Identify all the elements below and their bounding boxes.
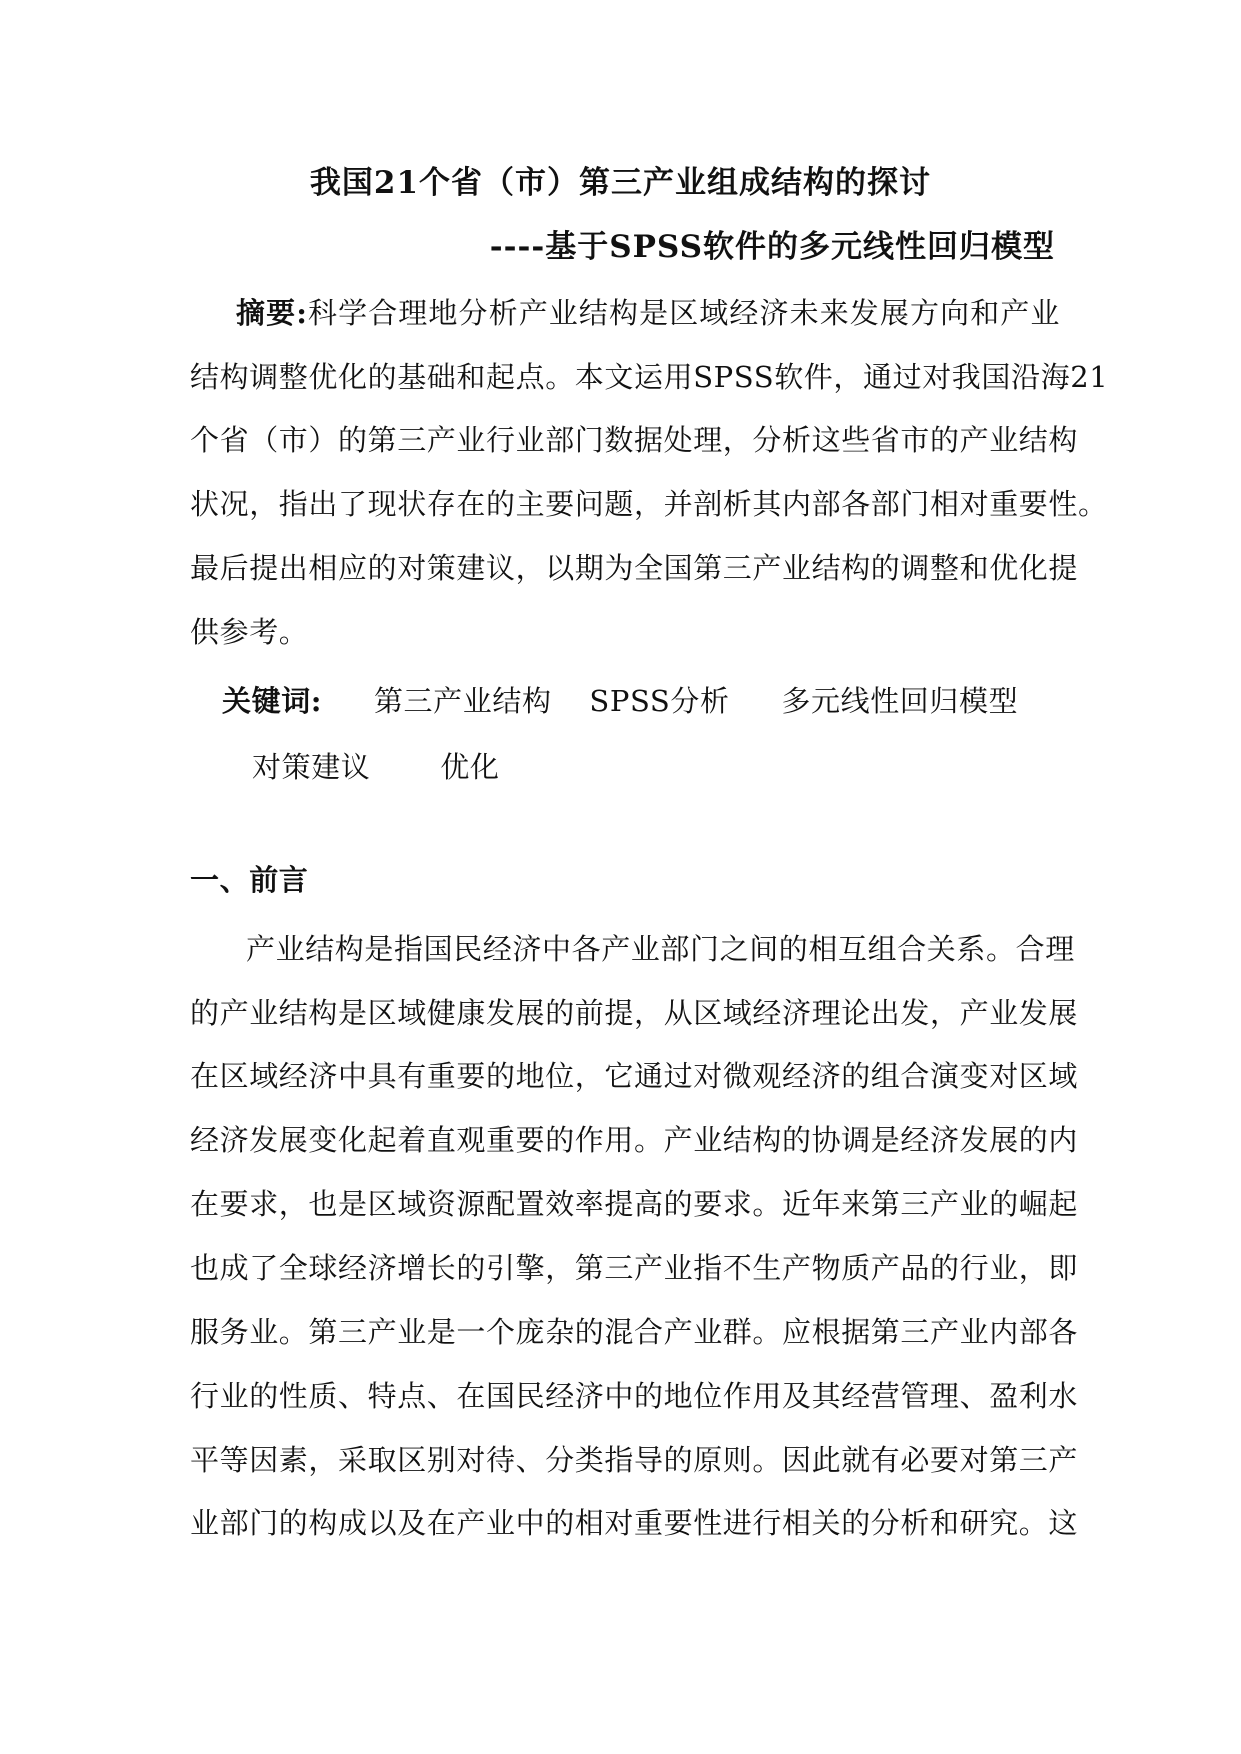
abstract-line-6: 供参考。 bbox=[190, 615, 309, 649]
document-title: 我国21个省（市）第三产业组成结构的探讨 bbox=[309, 165, 932, 201]
abstract-line-1: 摘要:科学合理地分析产业结构是区域经济未来发展方向和产业 bbox=[236, 296, 1060, 330]
paragraph-line: 的产业结构是区域健康发展的前提，从区域经济理论出发，产业发展 bbox=[190, 996, 1079, 1030]
paragraph-line: 行业的性质、特点、在国民经济中的地位作用及其经营管理、盈利水 bbox=[190, 1379, 1079, 1413]
keywords-label: 关键词: bbox=[222, 684, 323, 718]
abstract-line-4: 状况，指出了现状存在的主要问题，并剖析其内部各部门相对重要性。 bbox=[190, 487, 1108, 521]
keyword-item: 对策建议 bbox=[252, 750, 371, 784]
section-heading: 一、前言 bbox=[190, 863, 309, 897]
paragraph-line: 也成了全球经济增长的引擎，第三产业指不生产物质产品的行业，即 bbox=[190, 1251, 1079, 1285]
abstract-line-2: 结构调整优化的基础和起点。本文运用SPSS软件，通过对我国沿海21 bbox=[190, 360, 1109, 394]
abstract-label: 摘要: bbox=[236, 296, 308, 330]
paragraph-line: 平等因素，采取区别对待、分类指导的原则。因此就有必要对第三产 bbox=[190, 1443, 1079, 1477]
paragraph-line: 业部门的构成以及在产业中的相对重要性进行相关的分析和研究。这 bbox=[190, 1506, 1079, 1540]
paragraph-line: 在要求，也是区域资源配置效率提高的要求。近年来第三产业的崛起 bbox=[190, 1187, 1079, 1221]
keywords-line-2 bbox=[252, 747, 1122, 787]
paragraph-line: 在区域经济中具有重要的地位，它通过对微观经济的组合演变对区域 bbox=[190, 1059, 1079, 1093]
keyword-item: 多元线性回归模型 bbox=[781, 684, 1019, 718]
keywords-line-1 bbox=[222, 681, 1092, 721]
paragraph-line: 经济发展变化起着直观重要的作用。产业结构的协调是经济发展的内 bbox=[190, 1123, 1079, 1157]
paragraph-line: 产业结构是指国民经济中各产业部门之间的相互组合关系。合理 bbox=[246, 932, 1075, 966]
keyword-item: 第三产业结构 bbox=[373, 684, 552, 718]
keyword-item: 优化 bbox=[440, 750, 500, 784]
paragraph-line: 服务业。第三产业是一个庞杂的混合产业群。应根据第三产业内部各 bbox=[190, 1315, 1079, 1349]
abstract-line-3: 个省（市）的第三产业行业部门数据处理，分析这些省市的产业结构 bbox=[190, 423, 1079, 457]
abstract-line-5: 最后提出相应的对策建议，以期为全国第三产业结构的调整和优化提 bbox=[190, 551, 1079, 585]
keyword-item: SPSS分析 bbox=[589, 684, 730, 718]
document-subtitle: ----基于SPSS软件的多元线性回归模型 bbox=[489, 229, 1055, 265]
